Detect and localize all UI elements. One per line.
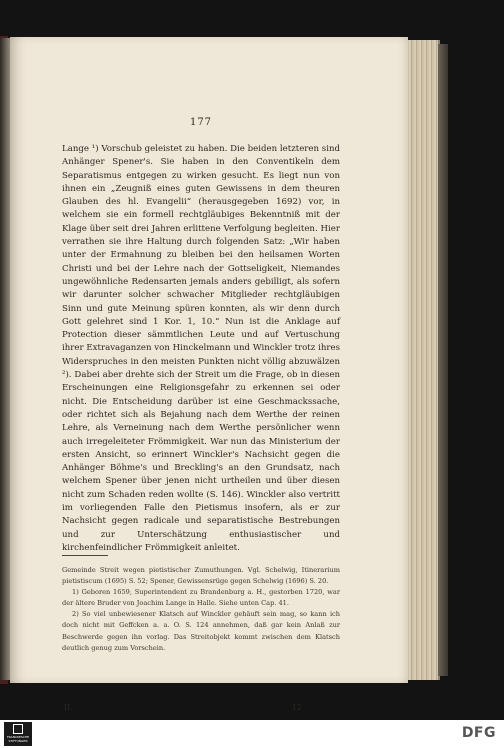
footnotes: [62, 565, 340, 654]
footnote-continuation: Gemeinde Streit wegen pietistischer Zumuthungen. Vgl. Schelwig, Itinerarium pietistiscum (1695) S. 52; Spener, Gewissensrüge gegen Schelwig (1696) S. 20.: [62, 566, 340, 586]
page-number: 177: [189, 117, 213, 128]
franckesche-stiftungen-logo[interactable]: [4, 722, 32, 746]
viewer-footer: [0, 720, 504, 748]
sheet-signature: 12: [291, 703, 302, 712]
logo-text-line-1: FRANCKESCHE: [6, 735, 30, 739]
footnote-2: 2) So viel unbewiesener Klatsch auf Winckler gehäuft sein mag, so kann ich doch nicht mit Geffcken a. a. O. S. 124 annehmen, daß gar kein Anlaß zur Beschwerde gegen ihn vorlag. Das Streitobjekt kommt zwischen dem Klatsch deutlich genug zum Vorschein.: [62, 610, 340, 652]
book-page: [10, 37, 408, 712]
dfg-logo[interactable]: DFG: [461, 725, 496, 741]
logo-text-line-2: STIFTUNGEN: [8, 739, 28, 743]
footnote-1: 1) Geboren 1659, Superintendent zu Brandenburg a. H., gestorben 1720, war der ältere Bruder von Joachim Lange in Halle. Siehe unten Cap. 41.: [62, 588, 340, 608]
page-edges: [404, 40, 440, 680]
book-cover-right: [438, 44, 448, 676]
footnote-rule: [62, 555, 108, 556]
volume-signature: II.: [64, 703, 73, 712]
main-text: Lange ¹) Vorschub geleistet zu haben. Die beiden letzteren sind Anhänger Spener's. Sie haben in den Conventikeln dem Separatismus entgegen zu wirken gesucht. Es liegt nun von ihnen ein „Zeugniß eines guten Gewissens in dem theuren Glauben des hl. Evangelii“ (herausgegeben 1692) vor, in welchem sie ein formell rechtgläubiges Bekenntniß mit der Klage über seit drei Jahren erlittene Verfolgung begleiten. Hier verrathen sie ihre Haltung durch folgenden Satz: „Wir haben unter der Ermahnung zu bleiben bei den heilsamen Worten Christi und bei der Lehre nach der Gottseligkeit, Niemandes ungewöhnliche Redensarten jemals anders gebilligt, als sofern wir darunter solcher schwacher Mitglieder rechtgläubigen Sinn und gute Meinung spüren konnten, als wir denn durch Gott gelehret sind 1 Kor. 1, 10.“ Nun ist die Anklage auf Protection dieser sämmtlichen Leute und auf Vertuschung ihrer Extravaganzen von Hinckelmann und Winckler trotz ihres Widerspruches in den meisten Punkten nicht völlig abzuwälzen ²). Dabei aber drehte sich der Streit um die Frage, ob in diesen Erscheinungen eine Religionsgefahr zu erkennen sei oder nicht. Die Entscheidung darüber ist eine Geschmackssache, oder richtet sich als Bejahung nach dem Werthe der reinen Lehre, als Verneinung nach dem Werthe persönlicher wenn auch irregeleiteter Frömmigkeit. War nun das Ministerium der ersten Ansicht, so erinnert Winckler's Nachsicht gegen die Anhänger Böhme's und Breckling's an den Grundsatz, nach welchem Spener über jenen nicht urtheilen und über diesen nicht zum Schaden reden wollte (S. 146). Winckler also vertritt im vorliegenden Falle den Pietismus insofern, als er zur Nachsicht gegen radicale und separatistische Bestrebungen und zur Unterschätzung enthusiastischer und kirchenfeindlicher Frömmigkeit anleitet.: [62, 144, 340, 553]
logo-mark-icon: [13, 724, 23, 734]
